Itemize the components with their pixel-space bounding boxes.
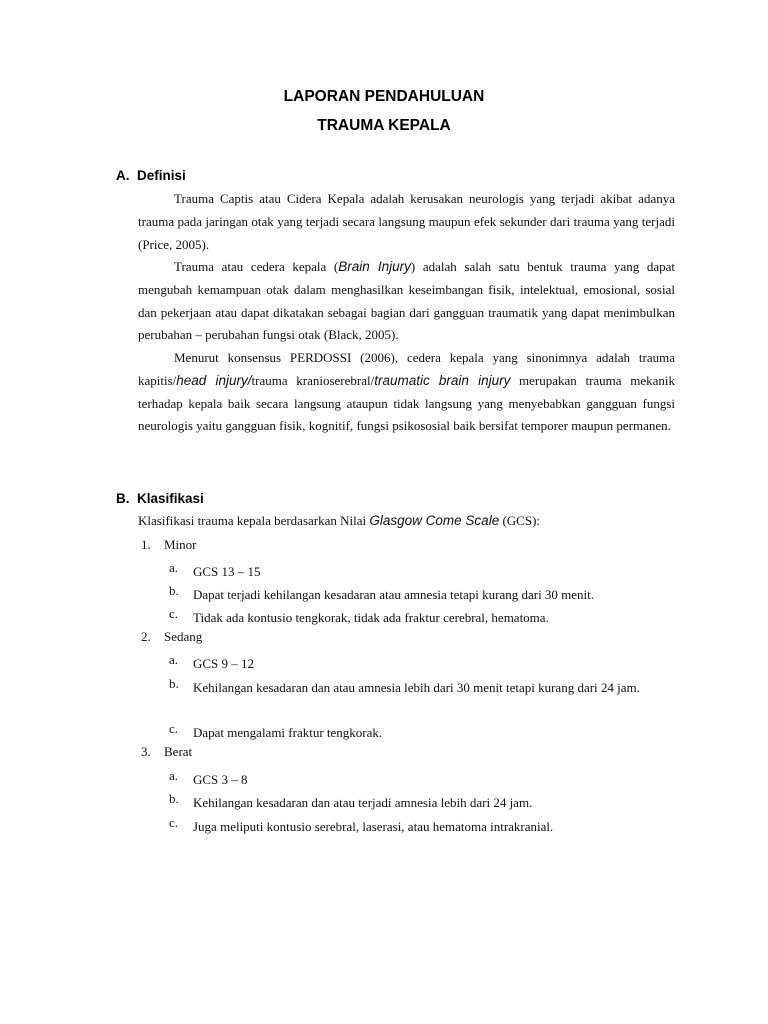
list-item-text: GCS 13 – 15	[193, 564, 261, 579]
list-item-letter: c.	[169, 606, 179, 621]
list-item-text: GCS 9 – 12	[193, 656, 255, 671]
p3-text-start: Menurut konsensus PERDOSSI (2006), cedera kepala yang sinonimnya adalah trauma kapitis/	[138, 350, 675, 388]
p2-italic-term: Brain Injury	[338, 259, 411, 274]
group-name-sedang: Sedang	[164, 629, 203, 644]
document-title: LAPORAN PENDAHULUAN	[283, 88, 485, 105]
intro-italic-term: Glasgow Come Scale	[369, 513, 500, 528]
group-number: 3.	[141, 744, 151, 759]
group-number: 2.	[141, 629, 151, 644]
list-item-letter: a.	[169, 560, 179, 575]
section-a-title: Definisi	[137, 168, 186, 183]
list-item-text: Tidak ada kontusio tengkorak, tidak ada fraktur cerebral, hematoma.	[193, 610, 549, 625]
intro-text-end: (GCS):	[499, 513, 541, 528]
group-name-minor: Minor	[164, 537, 197, 552]
definition-paragraph-2	[138, 256, 675, 347]
section-a-letter: A.	[116, 168, 130, 183]
section-b-title: Klasifikasi	[137, 491, 204, 506]
p3-italic-term-1: head injury/	[176, 372, 252, 388]
list-item-text: GCS 3 – 8	[193, 772, 248, 787]
list-item-letter: b.	[169, 791, 179, 806]
section-b-heading	[116, 491, 204, 506]
list-item-text: Kehilangan kesadaran dan atau amnesia lebih dari 30 menit tetapi kurang dari 24 jam.	[193, 680, 640, 695]
p3-text-mid: trauma kranioserebral/	[251, 372, 375, 388]
list-item-text: Kehilangan kesadaran dan atau terjadi amnesia lebih dari 24 jam.	[193, 795, 533, 810]
p2-text-end: ) adalah salah satu bentuk trauma yang dapat mengubah kemampuan otak dalam menghasilkan keseimbangan fisik, intelektual, emosional, sosial dan pekerjaan atau dapat dikatakan sebagai bagian dari gangguan traumatik yang dapat menimbulkan perubahan – perubahan fungsi otak (Black, 2005).	[138, 259, 676, 343]
list-item-text: Dapat mengalami fraktur tengkorak.	[193, 725, 383, 740]
list-item-letter: c.	[169, 721, 179, 736]
group-number: 1.	[141, 537, 151, 552]
list-item-letter: a.	[169, 652, 179, 667]
definition-paragraph-3	[138, 347, 675, 438]
list-item-letter: a.	[169, 768, 179, 783]
list-item-text: Dapat terjadi kehilangan kesadaran atau amnesia tetapi kurang dari 30 menit.	[193, 587, 595, 602]
section-b-letter: B.	[116, 491, 130, 506]
list-item-letter: b.	[169, 676, 179, 691]
group-name-berat: Berat	[164, 744, 193, 759]
list-item-letter: c.	[169, 815, 179, 830]
intro-text-start: Klasifikasi trauma kepala berdasarkan Nilai	[138, 513, 370, 528]
p2-text-start: Trauma atau cedera kepala (	[174, 259, 339, 274]
classification-intro	[138, 513, 540, 529]
definition-paragraph-1: Trauma Captis atau Cidera Kepala adalah kerusakan neurologis yang terjadi akibat adanya trauma pada jaringan otak yang terjadi secara langsung maupun efek sekunder dari trauma yang terjadi (Price, 2005).	[138, 191, 675, 252]
section-a-heading	[116, 168, 186, 183]
list-item-text: Juga meliputi kontusio serebral, laserasi, atau hematoma intrakranial.	[193, 819, 554, 834]
p3-italic-term-2: traumatic brain injury	[374, 372, 511, 388]
p3-text-end: merupakan trauma mekanik terhadap kepala baik secara langsung ataupun tidak langsung yang menyebabkan gangguan fungsi neurologis yaitu gangguan fisik, kognitif, fungsi psikososial baik bersifat temporer maupun permanen.	[138, 372, 675, 434]
document-subtitle: TRAUMA KEPALA	[317, 117, 451, 134]
list-item-letter: b.	[169, 583, 179, 598]
